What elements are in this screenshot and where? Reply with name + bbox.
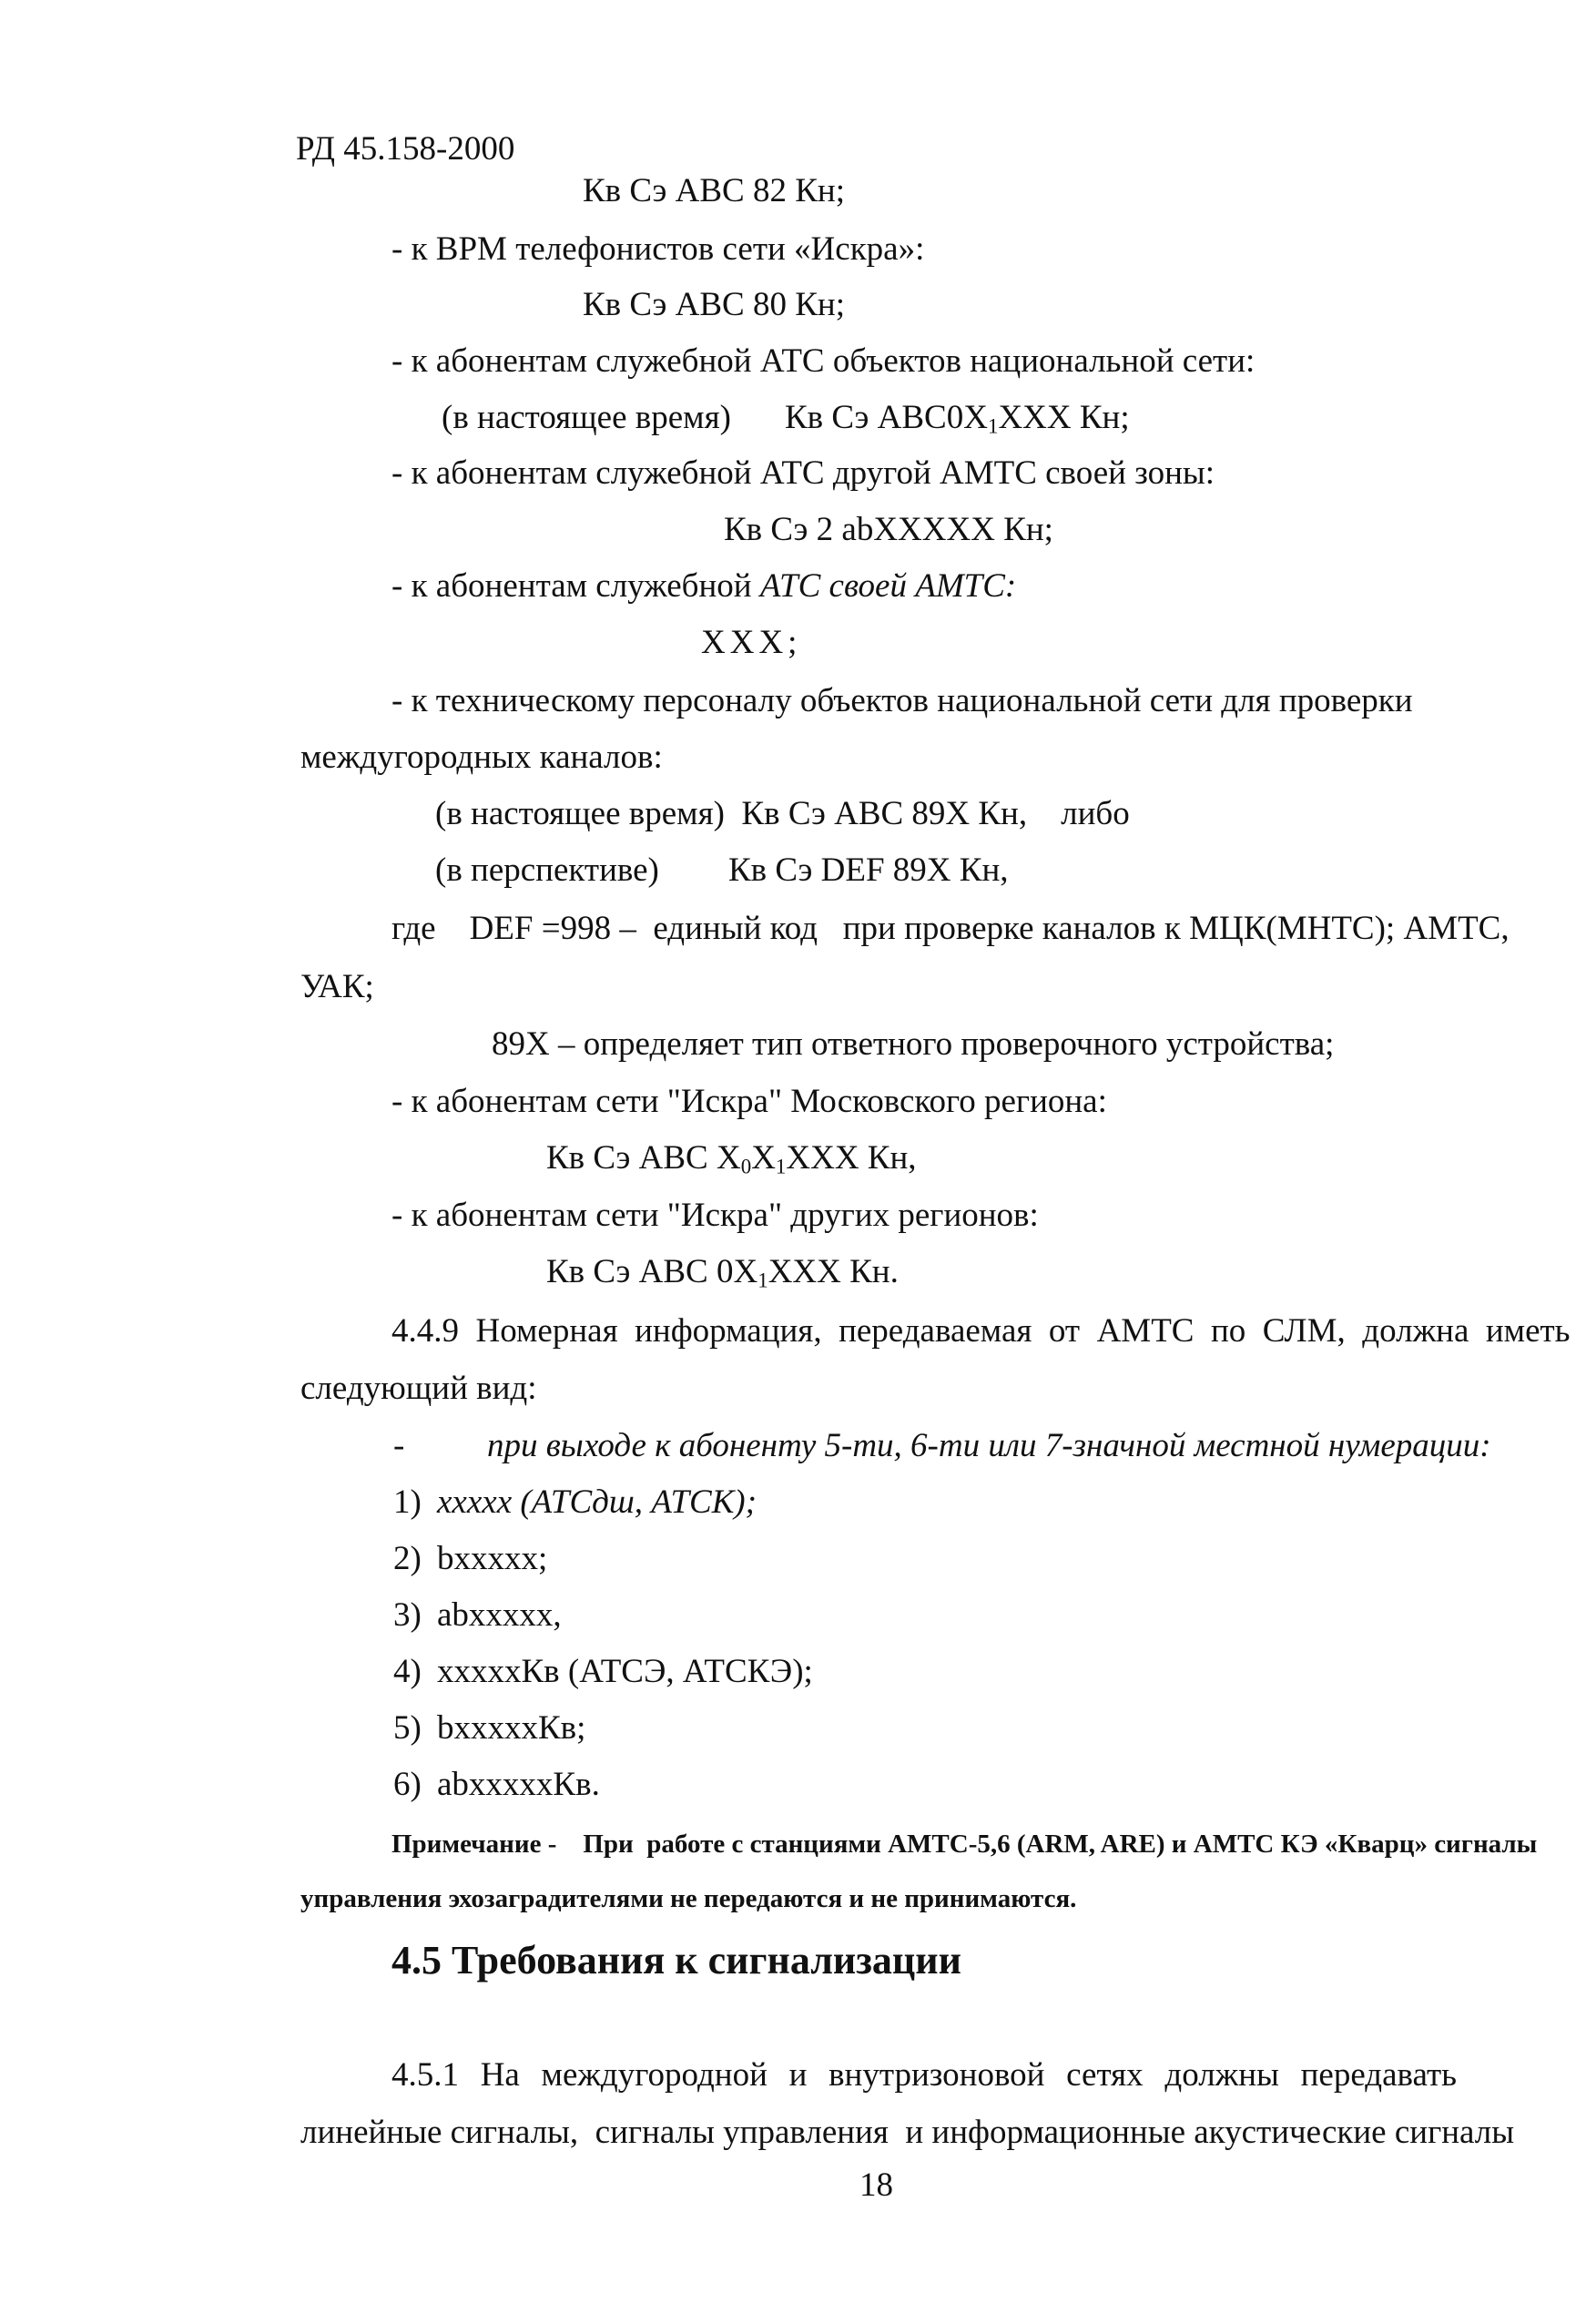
text-line: Кв Сэ АВС $0Х_1ХХХ$ Кн.	[546, 1253, 899, 1292]
text-line: - к техническому персоналу объектов национальной сети для проверки	[391, 682, 1413, 719]
text-line: Кв Сэ 2 аbХХХХХ Кн;	[724, 511, 1053, 548]
text-line: линейные сигналы, сигналы управления и информационные акустические сигналы	[300, 2114, 1515, 2151]
text-line: при выходе к абоненту 5-ти, 6-ти или 7-значной местной нумерации:	[487, 1427, 1491, 1464]
note-line: Примечание - При работе с станциями АМТС-5,6 (ARM, ARE) и АМТС КЭ «Кварц» сигналы	[391, 1830, 1538, 1859]
list-item: 4) хххххКв (АТСЭ, АТСКЭ);	[393, 1653, 813, 1690]
text-line: междугородных каналов:	[300, 739, 663, 776]
text-line: (в настоящее время) Кв Сэ АВС 89Х Кн, либо	[435, 795, 1130, 832]
text-line: - к абонентам служебной АТС своей АМТС:	[391, 567, 1017, 605]
text-line: Кв Сэ АВС 80 Кн;	[583, 286, 845, 323]
page-number: 18	[859, 2166, 893, 2204]
text-line: ХХХ;	[701, 624, 802, 661]
list-item: 5) bхххххКв;	[393, 1709, 586, 1747]
text-line: - к абонентам сети "Искра" Московского региона:	[391, 1083, 1107, 1120]
text-line: Кв Сэ АВС 82 Кн;	[583, 172, 845, 209]
doc-code: РД 45.158-2000	[296, 130, 515, 168]
list-dash: -	[393, 1427, 405, 1464]
text-line: (в перспективе)	[435, 851, 659, 889]
text-line: 89Х – определяет тип ответного проверочного устройства;	[492, 1025, 1335, 1063]
text-line: - к абонентам сети "Искра" других регионов:	[391, 1197, 1039, 1234]
text-line: 4.5.1 На междугородной и внутризоновой сетях должны передавать	[391, 2056, 1457, 2094]
text-line: Кв Сэ DEF 89Х Кн,	[728, 851, 1009, 889]
text-line: следующий вид:	[300, 1370, 537, 1407]
text-line: - к абонентам служебной АТС объектов национальной сети:	[391, 342, 1256, 380]
text-line: Кв Сэ $АВС0Х_1ХХХ$ Кн;	[785, 399, 1130, 438]
text-line: - к ВРМ телефонистов сети «Искра»:	[391, 230, 925, 268]
text-line: - к абонентам служебной АТС другой АМТС своей зоны:	[391, 454, 1215, 492]
text-line: (в настоящее время)	[442, 399, 731, 436]
text-line: 4.4.9 Номерная информация, передаваемая от АМТС по СЛМ, должна иметь	[391, 1312, 1571, 1350]
note-line: управления эхозаградителями не передаются и не принимаются.	[300, 1884, 1077, 1913]
list-item: 3) аbххххх,	[393, 1596, 562, 1634]
text-line: УАК;	[300, 968, 374, 1005]
text-line: Кв Сэ АВС $Х_0Х_1ХХХ$ Кн,	[546, 1139, 917, 1178]
list-item: 2) bххххх;	[393, 1540, 548, 1577]
text-line: где DEF =998 – единый код при проверке каналов к МЦК(МНТС); АМТС,	[391, 910, 1510, 947]
section-heading: 4.5 Требования к сигнализации	[391, 1938, 961, 1983]
list-item: 1) ххххх (АТСдш, АТСК);	[393, 1483, 757, 1521]
list-item: 6) аbхххххКв.	[393, 1766, 600, 1803]
